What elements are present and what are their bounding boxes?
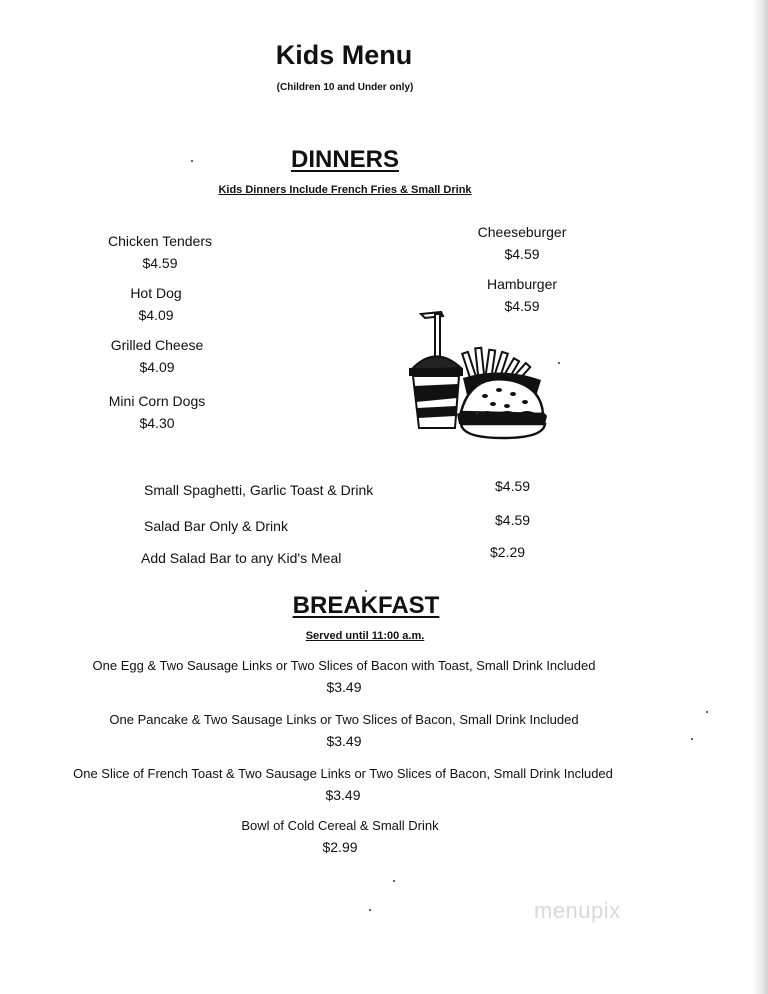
menu-item-cheeseburger	[478, 224, 567, 262]
scan-speck	[558, 362, 560, 364]
menupix-watermark: menupix	[534, 898, 621, 923]
scan-speck	[191, 160, 193, 162]
menu-item-grilled-cheese	[111, 337, 204, 375]
menu-item-chicken-tenders	[108, 233, 212, 271]
item-name: One Egg & Two Sausage Links or Two Slices of Bacon with Toast, Small Drink Included	[92, 658, 596, 673]
dinners-note: Kids Dinners Include French Fries & Small Drink	[218, 184, 472, 196]
scan-speck	[369, 909, 371, 911]
menu-item-hot-dog	[130, 285, 181, 323]
dinners-heading: DINNERS	[290, 146, 400, 173]
extra-item-spaghetti-name: Small Spaghetti, Garlic Toast & Drink	[144, 482, 374, 498]
extra-item-spaghetti-price: $4.59	[495, 478, 531, 494]
page-edge-shadow	[752, 0, 768, 994]
extra-item-salad-bar-name: Salad Bar Only & Drink	[144, 518, 288, 534]
extra-item-salad-bar-price: $4.59	[495, 512, 531, 528]
menu-item-mini-corn-dogs	[109, 393, 205, 431]
item-name: One Slice of French Toast & Two Sausage Links or Two Slices of Bacon, Small Drink Included	[73, 766, 613, 781]
item-price: $4.30	[139, 415, 175, 431]
scan-speck	[706, 711, 708, 713]
item-name: Hot Dog	[130, 285, 182, 301]
item-name: Mini Corn Dogs	[108, 393, 206, 409]
item-name: Grilled Cheese	[110, 337, 204, 353]
breakfast-item-egg	[93, 658, 596, 695]
scan-speck	[365, 590, 367, 592]
item-price: $3.49	[326, 679, 362, 695]
item-price: $2.99	[322, 839, 358, 855]
extra-item-add-salad-name: Add Salad Bar to any Kid's Meal	[141, 550, 342, 566]
item-name: Hamburger	[486, 276, 558, 292]
breakfast-note: Served until 11:00 a.m.	[305, 630, 425, 642]
item-price: $3.49	[326, 733, 362, 749]
scan-speck	[393, 880, 395, 882]
breakfast-item-pancake	[109, 712, 578, 749]
item-price: $3.49	[325, 787, 361, 803]
item-name: Chicken Tenders	[107, 233, 213, 249]
item-name: Bowl of Cold Cereal & Small Drink	[241, 818, 439, 833]
page-title: Kids Menu	[275, 40, 413, 70]
item-price: $4.59	[142, 255, 178, 271]
scan-speck	[691, 738, 693, 740]
extra-item-add-salad-price: $2.29	[490, 544, 526, 560]
item-price: $4.59	[504, 246, 540, 262]
item-price: $4.59	[504, 298, 540, 314]
item-name: One Pancake & Two Sausage Links or Two Slices of Bacon, Small Drink Included	[109, 712, 579, 727]
item-price: $4.09	[138, 307, 174, 323]
breakfast-heading: BREAKFAST	[292, 592, 440, 619]
item-price: $4.09	[139, 359, 175, 375]
breakfast-item-cereal	[241, 818, 438, 855]
breakfast-item-french-toast	[73, 766, 613, 803]
burger-fries-drink-illustration	[405, 308, 553, 440]
page-subtitle: (Children 10 and Under only)	[276, 82, 414, 93]
item-name: Cheeseburger	[477, 224, 567, 240]
